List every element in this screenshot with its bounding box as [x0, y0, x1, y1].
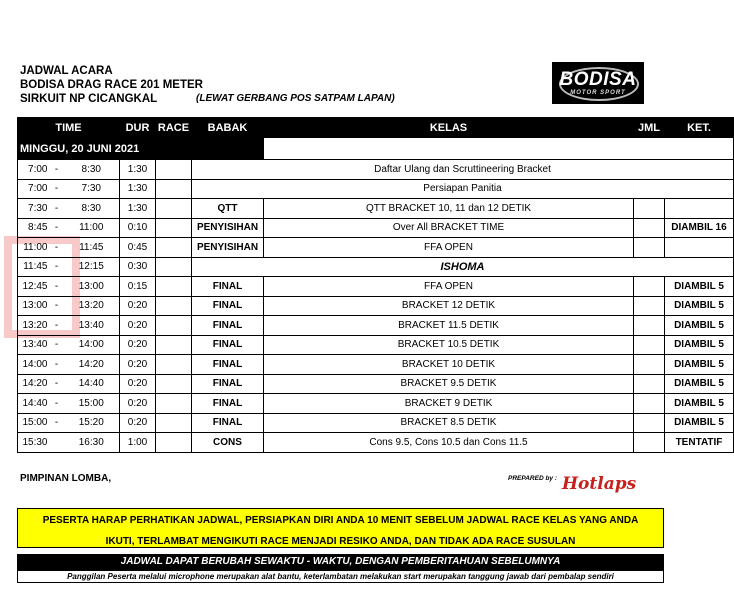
duration: 0:20 [120, 355, 156, 375]
kelas: FFA OPEN [264, 277, 634, 297]
column-header-row [18, 118, 734, 138]
race-count [156, 374, 192, 394]
duration: 0:20 [120, 316, 156, 336]
jml [634, 296, 665, 316]
signature-logo: Hotlaps [562, 474, 637, 494]
kelas: Over All BRACKET TIME [264, 218, 634, 238]
keterangan: DIAMBIL 5 [665, 316, 734, 336]
race-count [156, 296, 192, 316]
time-end: 13:00 [64, 277, 120, 297]
keterangan: DIAMBIL 5 [665, 394, 734, 414]
kelas: BRACKET 12 DETIK [264, 296, 634, 316]
kelas: FFA OPEN [264, 238, 634, 258]
venue-name: SIRKUIT NP CICANGKAL [20, 93, 158, 105]
race-count [156, 394, 192, 414]
time-sep: - [50, 218, 64, 238]
doc-title: JADWAL ACARA [20, 65, 113, 77]
venue-note: (LEWAT GERBANG POS SATPAM LAPAN) [196, 93, 395, 104]
keterangan: DIAMBIL 5 [665, 374, 734, 394]
notice-line-1: PESERTA HARAP PERHATIKAN JADWAL, PERSIAPKAN DIRI ANDA 10 MENIT SEBELUM JADWAL RACE KELAS YANG ANDA [42, 515, 639, 526]
time-start: 14:20 [18, 374, 50, 394]
time-start: 11:45 [18, 257, 50, 277]
time-sep: - [50, 355, 64, 375]
kelas: BRACKET 10 DETIK [264, 355, 634, 375]
babak: PENYISIHAN [192, 238, 264, 258]
keterangan: DIAMBIL 16 [665, 218, 734, 238]
time-start: 15:00 [18, 413, 50, 433]
footnote: Panggilan Peserta melalui microphone merupakan alat bantu, keterlambatan melakukan start merupakan tanggung jawab dari pembalap sendiri [17, 570, 664, 583]
pimpinan-label: PIMPINAN LOMBA, [20, 473, 112, 484]
race-count [156, 277, 192, 297]
keterangan: DIAMBIL 5 [665, 335, 734, 355]
duration: 0:20 [120, 374, 156, 394]
schedule-row [18, 160, 734, 180]
schedule-row [18, 257, 734, 277]
race-count [156, 257, 192, 277]
time-end: 16:30 [64, 433, 120, 453]
col-babak: BABAK [192, 118, 264, 138]
change-notice-band: JADWAL DAPAT BERUBAH SEWAKTU - WAKTU, DENGAN PEMBERITAHUAN SEBELUMNYA [17, 554, 664, 570]
time-end: 8:30 [64, 199, 120, 219]
kelas: Daftar Ulang dan Scruttineering Bracket [192, 160, 734, 180]
kelas: BRACKET 9 DETIK [264, 394, 634, 414]
time-start: 7:00 [18, 160, 50, 180]
duration: 1:30 [120, 160, 156, 180]
time-start: 7:00 [18, 179, 50, 199]
time-end: 14:20 [64, 355, 120, 375]
date-row [18, 138, 734, 160]
time-end: 11:45 [64, 238, 120, 258]
col-ket: KET. [665, 118, 734, 138]
time-start: 12:45 [18, 277, 50, 297]
schedule-row [18, 277, 734, 297]
time-start: 13:00 [18, 296, 50, 316]
time-end: 12:15 [64, 257, 120, 277]
schedule-row [18, 316, 734, 336]
time-sep: - [50, 316, 64, 336]
schedule-row [18, 394, 734, 414]
time-end: 15:00 [64, 394, 120, 414]
schedule-row [18, 374, 734, 394]
keterangan: TENTATIF [665, 433, 734, 453]
race-count [156, 199, 192, 219]
schedule-table [17, 117, 734, 453]
babak: FINAL [192, 394, 264, 414]
race-count [156, 335, 192, 355]
schedule-row [18, 413, 734, 433]
time-start: 15:30 [18, 433, 50, 453]
schedule-row [18, 355, 734, 375]
jml [634, 433, 665, 453]
jml [634, 413, 665, 433]
jml [634, 335, 665, 355]
col-race: RACE [156, 118, 192, 138]
duration: 0:20 [120, 413, 156, 433]
time-sep: - [50, 179, 64, 199]
time-end: 14:00 [64, 335, 120, 355]
jml [634, 199, 665, 219]
date-label: MINGGU, 20 JUNI 2021 [18, 138, 264, 160]
col-jml: JML [634, 118, 665, 138]
col-time: TIME [18, 118, 120, 138]
babak: FINAL [192, 355, 264, 375]
schedule-row [18, 179, 734, 199]
time-sep: - [50, 160, 64, 180]
jml [634, 238, 665, 258]
prepared-by-label: PREPARED by : [508, 475, 557, 482]
duration: 0:30 [120, 257, 156, 277]
time-sep: - [50, 238, 64, 258]
race-count [156, 179, 192, 199]
babak: QTT [192, 199, 264, 219]
duration: 0:20 [120, 335, 156, 355]
duration: 0:15 [120, 277, 156, 297]
race-count [156, 238, 192, 258]
schedule-row [18, 218, 734, 238]
event-name: BODISA DRAG RACE 201 METER [20, 79, 203, 91]
babak: FINAL [192, 335, 264, 355]
logo-brand: BODISA [559, 69, 637, 90]
time-end: 13:20 [64, 296, 120, 316]
time-end: 14:40 [64, 374, 120, 394]
keterangan: DIAMBIL 5 [665, 277, 734, 297]
duration: 0:20 [120, 394, 156, 414]
col-kelas: KELAS [264, 118, 634, 138]
time-sep: - [50, 335, 64, 355]
schedule-row [18, 433, 734, 453]
kelas: ISHOMA [192, 257, 734, 277]
race-count [156, 433, 192, 453]
schedule-row [18, 296, 734, 316]
jml [634, 316, 665, 336]
schedule-row [18, 238, 734, 258]
race-count [156, 160, 192, 180]
jml [634, 394, 665, 414]
logo-sub: MOTOR SPORT [570, 90, 626, 96]
time-start: 11:00 [18, 238, 50, 258]
jml [634, 355, 665, 375]
kelas: Persiapan Panitia [192, 179, 734, 199]
time-start: 14:00 [18, 355, 50, 375]
time-sep: - [50, 199, 64, 219]
time-start: 13:40 [18, 335, 50, 355]
race-count [156, 355, 192, 375]
time-end: 7:30 [64, 179, 120, 199]
bodisa-logo [552, 62, 644, 104]
time-sep: - [50, 374, 64, 394]
race-count [156, 218, 192, 238]
kelas: BRACKET 10.5 DETIK [264, 335, 634, 355]
time-sep: - [50, 413, 64, 433]
time-start: 14:40 [18, 394, 50, 414]
time-end: 11:00 [64, 218, 120, 238]
duration: 0:10 [120, 218, 156, 238]
time-end: 13:40 [64, 316, 120, 336]
babak: FINAL [192, 316, 264, 336]
time-sep: - [50, 296, 64, 316]
jml [634, 218, 665, 238]
notice-line-2: IKUTI, TERLAMBAT MENGIKUTI RACE MENJADI RESIKO ANDA, DAN TIDAK ADA RACE SUSULAN [105, 536, 576, 547]
jml [634, 277, 665, 297]
babak: FINAL [192, 374, 264, 394]
duration: 0:45 [120, 238, 156, 258]
babak: FINAL [192, 296, 264, 316]
babak: FINAL [192, 277, 264, 297]
date-row-spacer [264, 138, 734, 160]
kelas: BRACKET 9.5 DETIK [264, 374, 634, 394]
keterangan: DIAMBIL 5 [665, 296, 734, 316]
kelas: BRACKET 8.5 DETIK [264, 413, 634, 433]
col-dur: DUR [120, 118, 156, 138]
keterangan: DIAMBIL 5 [665, 355, 734, 375]
keterangan: DIAMBIL 5 [665, 413, 734, 433]
time-end: 8:30 [64, 160, 120, 180]
duration: 1:30 [120, 179, 156, 199]
notice-box [17, 508, 664, 548]
kelas: QTT BRACKET 10, 11 dan 12 DETIK [264, 199, 634, 219]
time-sep [50, 433, 64, 453]
race-count [156, 413, 192, 433]
time-start: 13:20 [18, 316, 50, 336]
race-count [156, 316, 192, 336]
duration: 0:20 [120, 296, 156, 316]
jml [634, 374, 665, 394]
time-sep: - [50, 257, 64, 277]
kelas: Cons 9.5, Cons 10.5 dan Cons 11.5 [264, 433, 634, 453]
keterangan [665, 199, 734, 219]
time-sep: - [50, 277, 64, 297]
time-end: 15:20 [64, 413, 120, 433]
time-start: 7:30 [18, 199, 50, 219]
babak: CONS [192, 433, 264, 453]
time-start: 8:45 [18, 218, 50, 238]
schedule-row [18, 199, 734, 219]
duration: 1:00 [120, 433, 156, 453]
kelas: BRACKET 11.5 DETIK [264, 316, 634, 336]
schedule-row [18, 335, 734, 355]
babak: PENYISIHAN [192, 218, 264, 238]
babak: FINAL [192, 413, 264, 433]
time-sep: - [50, 394, 64, 414]
keterangan [665, 238, 734, 258]
duration: 1:30 [120, 199, 156, 219]
